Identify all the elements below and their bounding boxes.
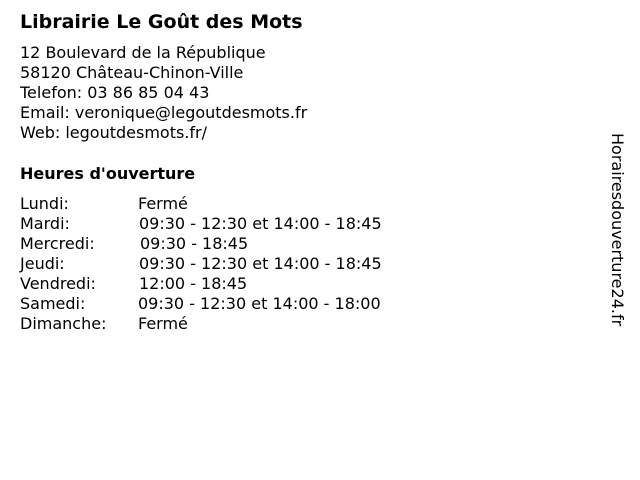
hours-row-tuesday — [20, 214, 440, 234]
hours-heading: Heures d'ouverture — [20, 164, 196, 183]
hours-row-monday — [20, 194, 440, 214]
day-hours: Fermé — [138, 194, 188, 213]
hours-row-sunday — [20, 314, 440, 334]
hours-row-saturday — [20, 294, 440, 314]
day-label: Mardi: — [20, 214, 70, 233]
day-label: Mercredi: — [20, 234, 95, 253]
day-hours: 09:30 - 18:45 — [140, 234, 249, 253]
web-line: Web: legoutdesmots.fr/ — [20, 123, 208, 142]
day-label: Dimanche: — [20, 314, 107, 333]
contact-block — [20, 43, 307, 143]
email-line: Email: veronique@legoutdesmots.fr — [20, 103, 308, 122]
hours-table — [20, 194, 440, 334]
day-label: Lundi: — [20, 194, 69, 213]
watermark-text: Horairesdouverture24.fr — [608, 133, 627, 327]
day-label: Jeudi: — [20, 254, 65, 273]
day-label: Samedi: — [20, 294, 86, 313]
address-street: 12 Boulevard de la République — [20, 43, 266, 62]
phone-line: Telefon: 03 86 85 04 43 — [20, 83, 210, 102]
day-hours: 09:30 - 12:30 et 14:00 - 18:00 — [138, 294, 381, 313]
hours-row-wednesday — [20, 234, 440, 254]
day-hours: 09:30 - 12:30 et 14:00 - 18:45 — [139, 214, 382, 233]
hours-row-friday — [20, 274, 440, 294]
day-hours: 09:30 - 12:30 et 14:00 - 18:45 — [139, 254, 382, 273]
shop-title: Librairie Le Goût des Mots — [20, 11, 303, 33]
hours-row-thursday — [20, 254, 440, 274]
day-hours: 12:00 - 18:45 — [139, 274, 248, 293]
address-city: 58120 Château-Chinon-Ville — [20, 63, 244, 82]
day-label: Vendredi: — [20, 274, 96, 293]
day-hours: Fermé — [138, 314, 188, 333]
